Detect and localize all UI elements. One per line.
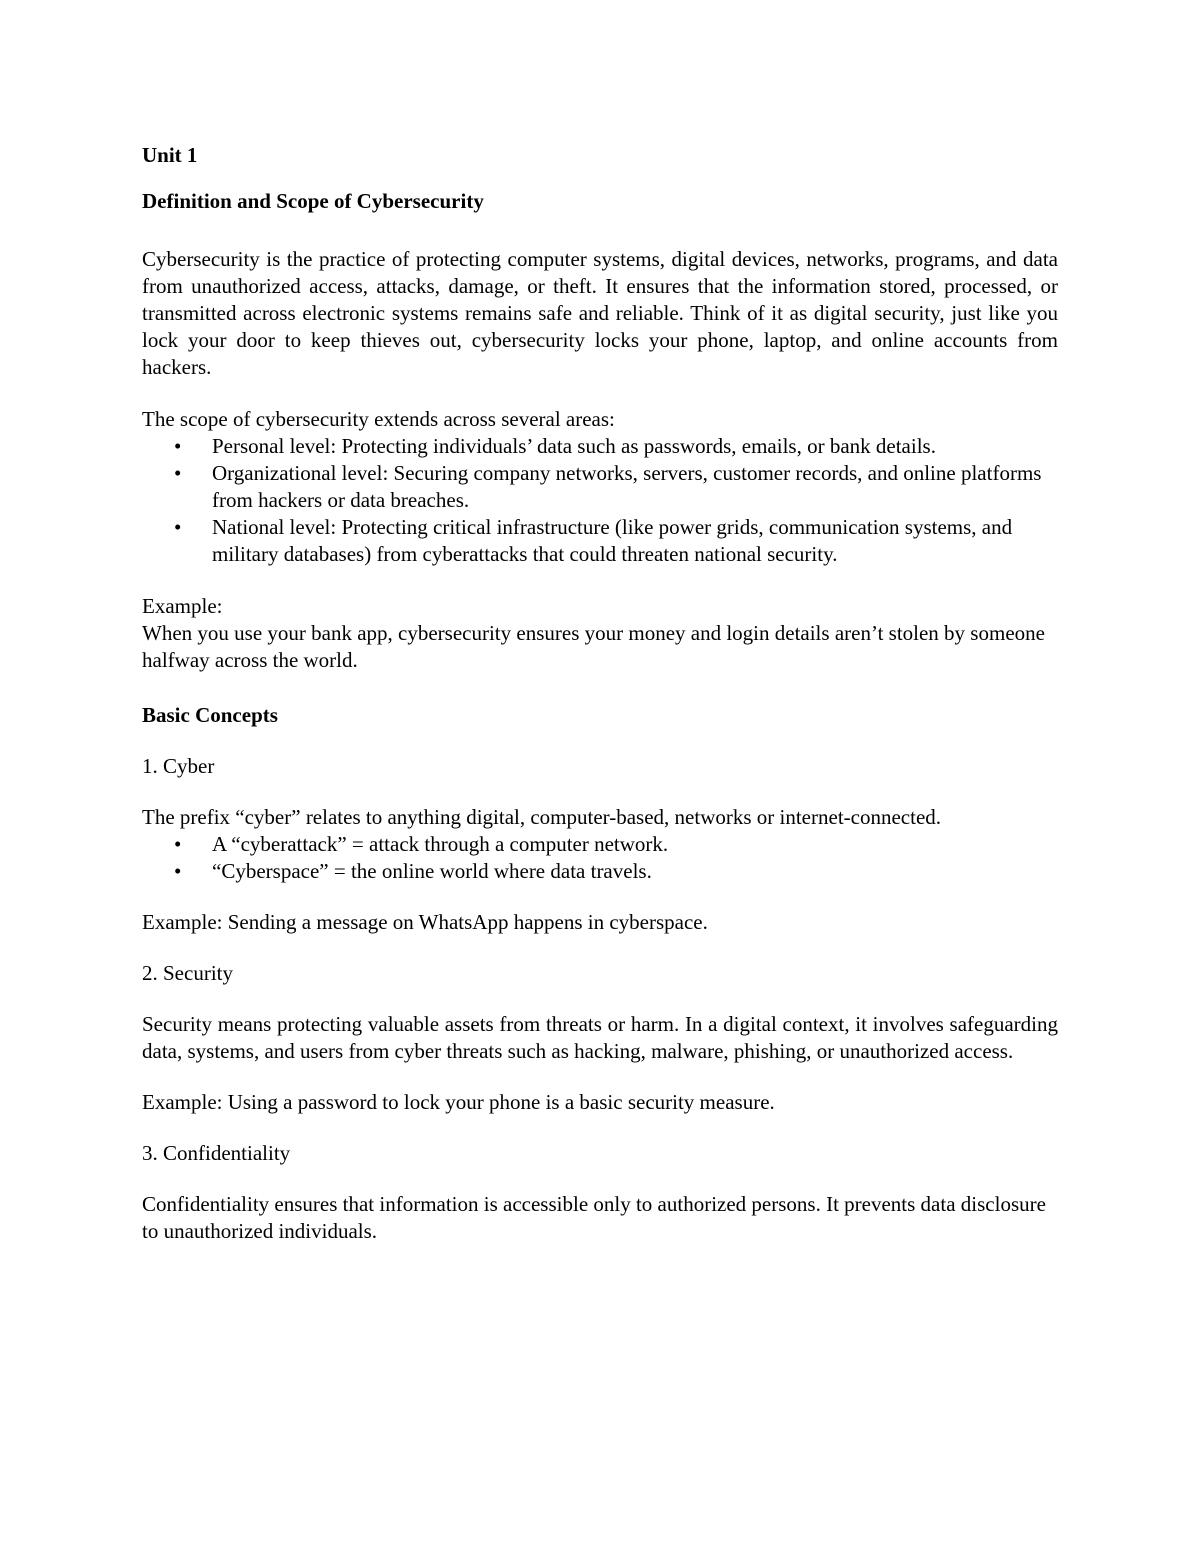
scope-list	[142, 433, 1058, 568]
bullet-icon: •	[174, 832, 182, 856]
example-label: Example:	[142, 594, 223, 618]
list-item	[142, 433, 1058, 460]
list-item	[142, 858, 1058, 885]
section-heading-definition: Definition and Scope of Cybersecurity	[142, 189, 484, 213]
section-heading-basic-concepts: Basic Concepts	[142, 703, 278, 727]
concept-title-confidentiality: 3. Confidentiality	[142, 1141, 291, 1165]
list-item	[142, 460, 1058, 514]
bullet-icon: •	[174, 461, 182, 485]
bullet-icon: •	[174, 434, 182, 458]
cyber-list	[142, 831, 1058, 885]
unit-title: Unit 1	[142, 143, 198, 167]
cyber-bullet-cyberspace: “Cyberspace” = the online world where data travels.	[212, 859, 652, 883]
concept-example-security: Example: Using a password to lock your phone is a basic security measure.	[142, 1090, 775, 1114]
cyber-bullet-cyberattack: A “cyberattack” = attack through a computer network.	[212, 832, 669, 856]
scope-item-personal: Personal level: Protecting individuals’ data such as passwords, emails, or bank details.	[212, 434, 936, 458]
concept-title-cyber: 1. Cyber	[142, 754, 215, 778]
bullet-icon: •	[174, 515, 182, 539]
scope-item-organizational: Organizational level: Securing company networks, servers, customer records, and online platforms from hackers or data breaches.	[212, 461, 1042, 512]
list-item	[142, 514, 1058, 568]
bullet-icon: •	[174, 859, 182, 883]
example-text: When you use your bank app, cybersecurity ensures your money and login details aren’t stolen by someone halfway across the world.	[142, 621, 1045, 672]
concept-example-cyber: Example: Sending a message on WhatsApp happens in cyberspace.	[142, 910, 708, 934]
document-page	[142, 142, 1058, 1245]
concept-text-confidentiality: Confidentiality ensures that information is accessible only to authorized persons. It prevents data disclosure to unauthorized individuals.	[142, 1192, 1046, 1243]
concept-text-security: Security means protecting valuable assets from threats or harm. In a digital context, it involves safeguarding data, systems, and users from cyber threats such as hacking, malware, phishing, or unauthorized access.	[142, 1012, 1058, 1063]
definition-paragraph: Cybersecurity is the practice of protecting computer systems, digital devices, networks, programs, and data from unauthorized access, attacks, damage, or theft. It ensures that the information stored, processed, or transmitted across electronic systems remains safe and reliable. Think of it as digital security, just like you lock your door to keep thieves out, cybersecurity locks your phone, laptop, and online accounts from hackers.	[142, 247, 1058, 379]
scope-intro: The scope of cybersecurity extends across several areas:	[142, 407, 615, 431]
concept-title-security: 2. Security	[142, 961, 233, 985]
concept-text-cyber: The prefix “cyber” relates to anything digital, computer-based, networks or internet-connected.	[142, 805, 942, 829]
list-item	[142, 831, 1058, 858]
scope-item-national: National level: Protecting critical infrastructure (like power grids, communication systems, and military databases) from cyberattacks that could threaten national security.	[212, 515, 1013, 566]
